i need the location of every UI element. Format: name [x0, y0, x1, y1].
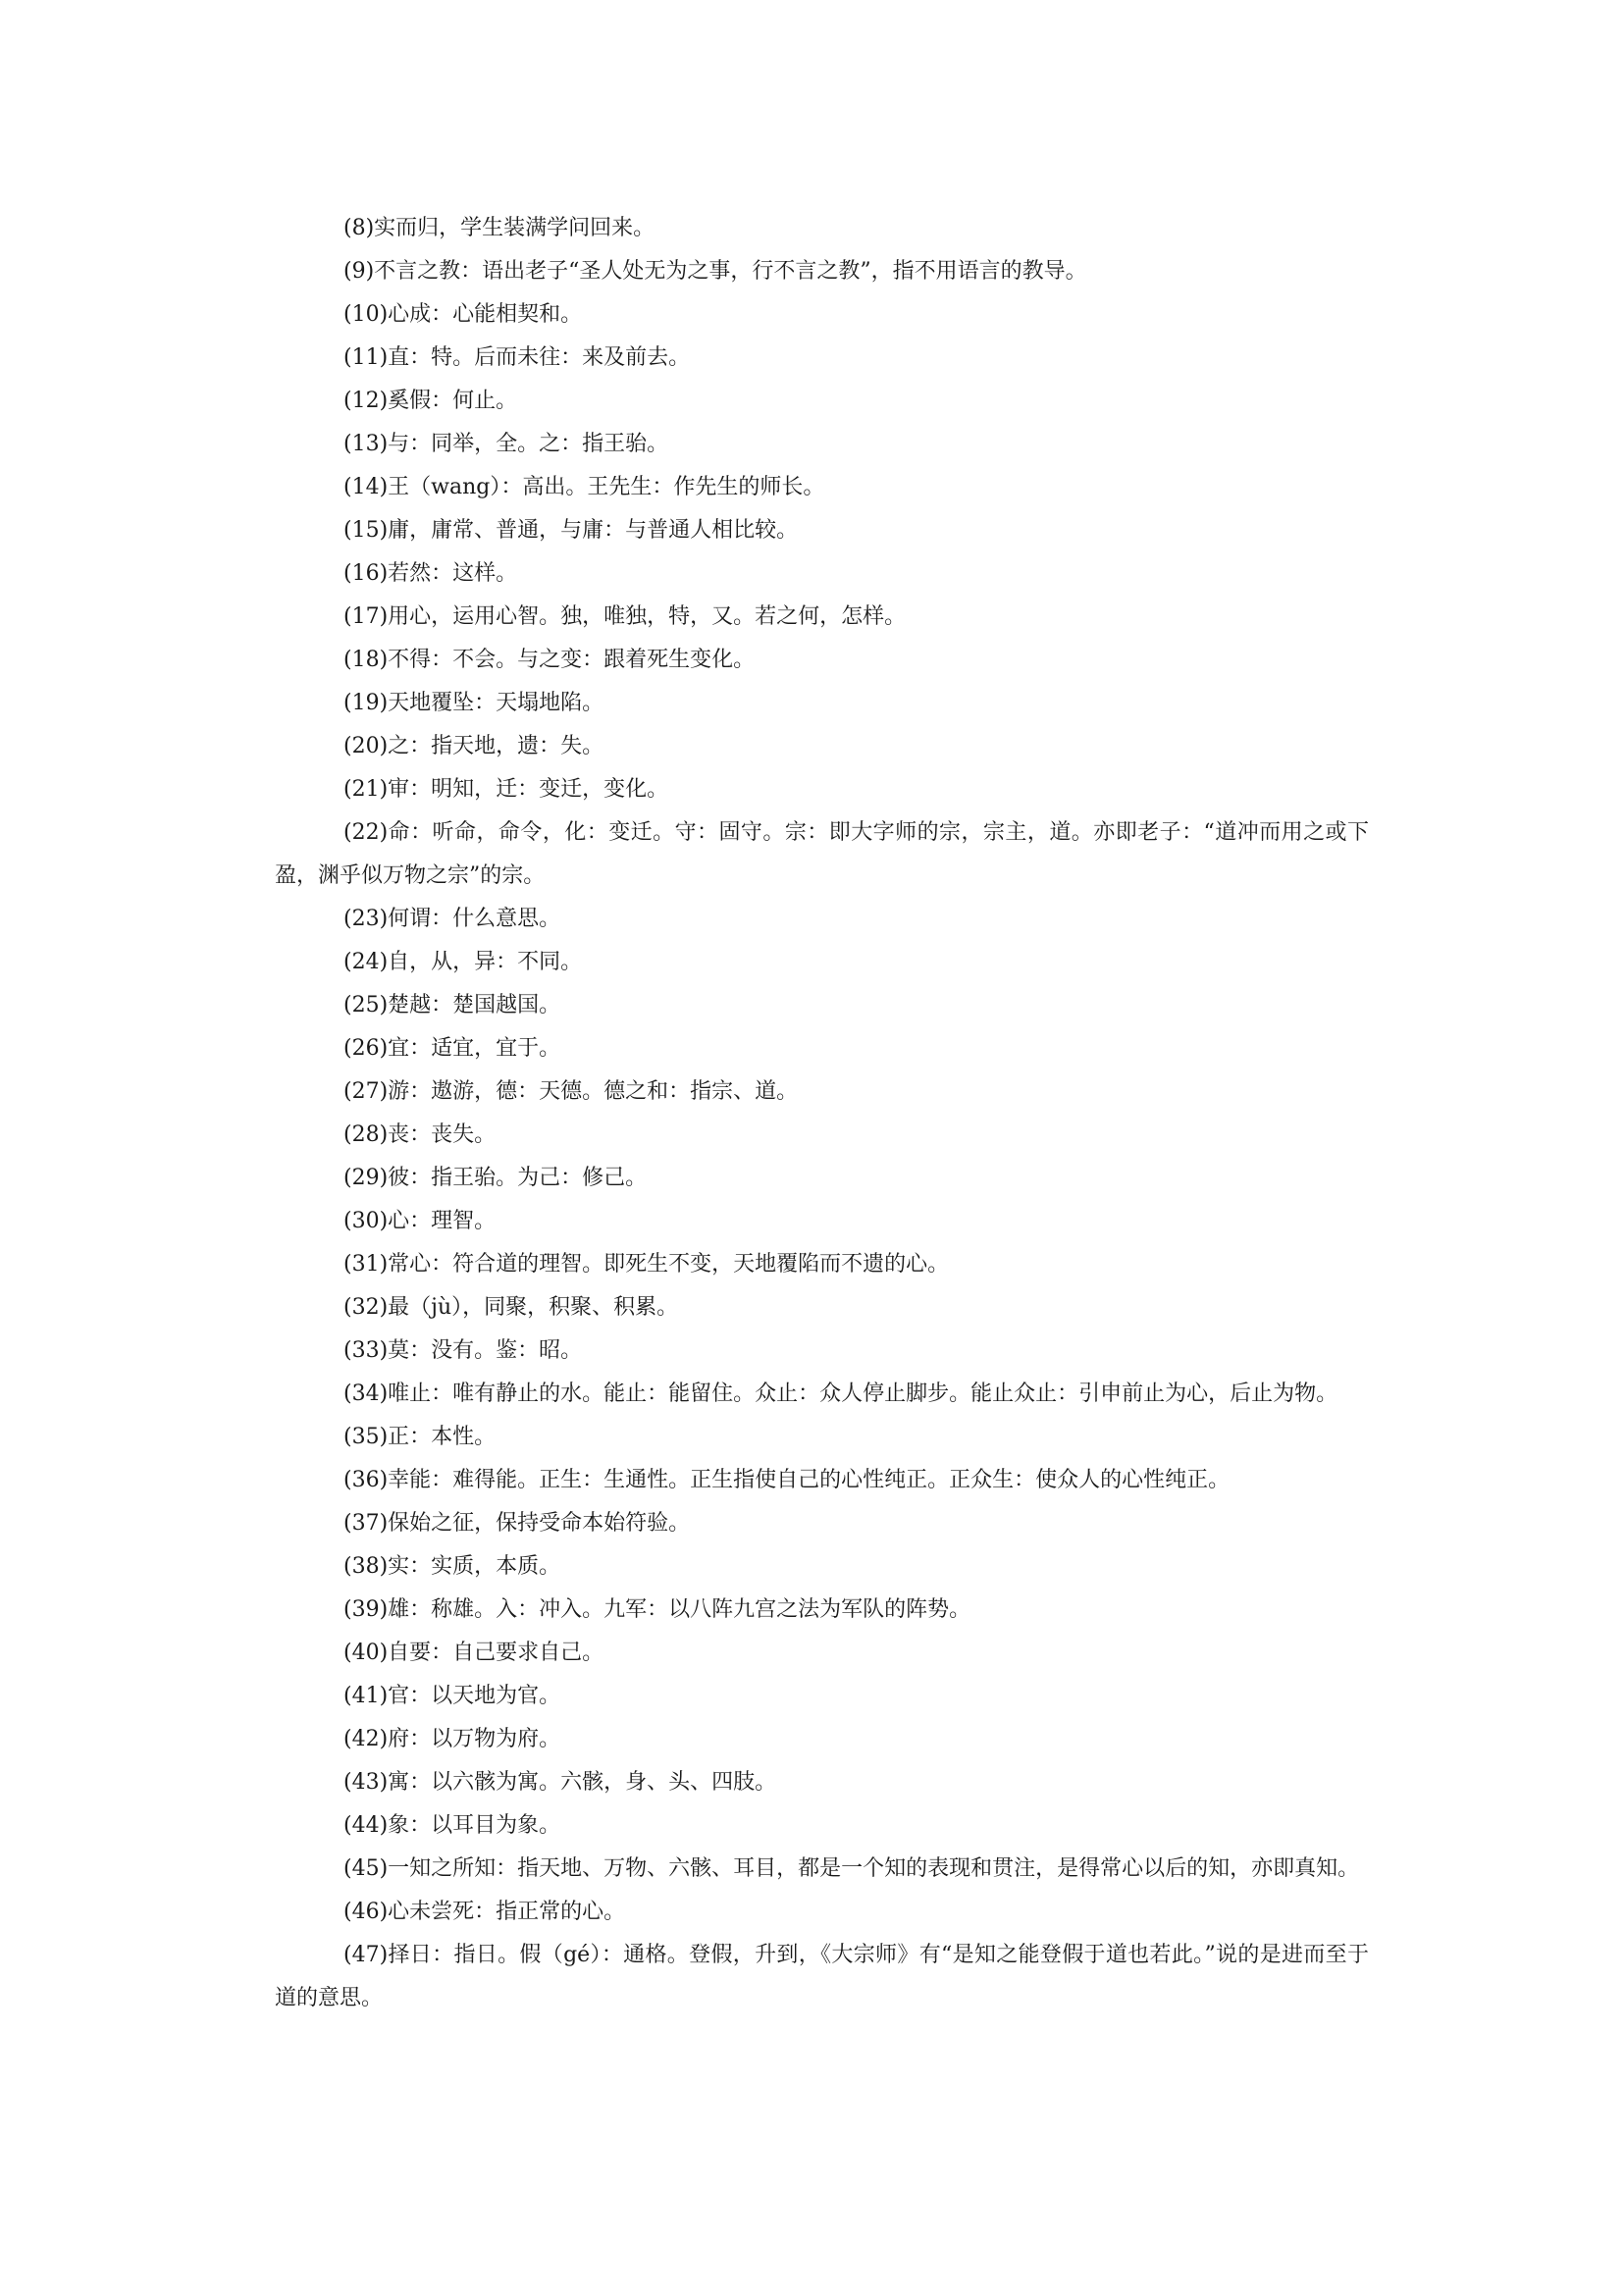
annotation-item: (42)府：以万物为府。	[343, 1727, 561, 1751]
annotation-item: (17)用心，运用心智。独，唯独，特，又。若之何，怎样。	[343, 604, 907, 629]
annotation-item: (25)楚越：楚国越国。	[343, 993, 561, 1017]
annotation-item: (37)保始之征，保持受命本始符验。	[343, 1511, 691, 1536]
annotation-item: (44)象：以耳目为象。	[343, 1813, 561, 1838]
annotation-item: (13)与：同举，全。之：指王骀。	[343, 432, 669, 456]
annotation-item: (21)审：明知，迁：变迁，变化。	[343, 777, 669, 802]
annotation-item: (32)最（jù），同聚，积聚、积累。	[343, 1295, 679, 1320]
annotation-item: (38)实：实质，本质。	[343, 1554, 561, 1579]
annotation-item: (15)庸，庸常、普通，与庸：与普通人相比较。	[343, 518, 799, 543]
annotation-item: (22)命：听命，命令，化：变迁。守：固守。宗：即大字师的宗，宗主，道。亦即老子：“道冲而用之或下盈，渊乎似万物之宗”的宗。	[275, 820, 1369, 888]
annotation-item: (47)择日：指日。假（gé）：通格。登假，升到，《大宗师》有“是知之能登假于道也若此。”说的是进而至于道的意思。	[275, 1943, 1369, 2010]
annotation-item: (9)不言之教：语出老子“圣人处无为之事，行不言之教”，指不用语言的教导。	[343, 259, 1087, 284]
annotation-item: (18)不得：不会。与之变：跟着死生变化。	[343, 648, 756, 672]
annotation-item: (46)心未尝死：指正常的心。	[343, 1900, 626, 1924]
annotation-item: (39)雄：称雄。入：冲入。九军：以八阵九宫之法为军队的阵势。	[343, 1597, 971, 1622]
annotation-list	[275, 207, 1369, 2020]
annotation-item: (19)天地覆坠：天塌地陷。	[343, 691, 604, 715]
annotation-item: (36)幸能：难得能。正生：生通性。正生指使自己的心性纯正。正众生：使众人的心性纯正。	[343, 1468, 1231, 1492]
annotation-item: (10)心成：心能相契和。	[343, 302, 583, 327]
annotation-item: (23)何谓：什么意思。	[343, 907, 561, 931]
annotation-item: (33)莫：没有。鉴：昭。	[343, 1338, 583, 1363]
annotation-item: (16)若然：这样。	[343, 561, 518, 586]
annotation-item: (14)王（wang）：高出。王先生：作先生的师长。	[343, 475, 825, 499]
annotation-item: (8)实而归，学生装满学问回来。	[343, 216, 655, 240]
annotation-item: (27)游：遨游，德：天德。德之和：指宗、道。	[343, 1079, 799, 1104]
annotation-item: (34)唯止：唯有静止的水。能止：能留住。众止：众人停止脚步。能止众止：引申前止为心，后止为物。	[343, 1382, 1338, 1406]
annotation-item: (40)自要：自己要求自己。	[343, 1641, 604, 1665]
annotation-item: (45)一知之所知：指天地、万物、六骸、耳目，都是一个知的表现和贯注，是得常心以后的知，亦即真知。	[343, 1856, 1360, 1881]
annotation-item: (11)直：特。后而未往：来及前去。	[343, 345, 691, 370]
annotation-item: (28)丧：丧失。	[343, 1122, 497, 1147]
annotation-item: (12)奚假：何止。	[343, 389, 518, 413]
annotation-item: (43)寓：以六骸为寓。六骸，身、头、四肢。	[343, 1770, 777, 1795]
annotation-item: (41)官：以天地为官。	[343, 1684, 561, 1708]
annotation-item: (35)正：本性。	[343, 1425, 497, 1449]
annotation-item: (29)彼：指王骀。为己：修己。	[343, 1166, 648, 1190]
annotation-item: (24)自，从，异：不同。	[343, 950, 583, 974]
annotation-item: (30)心：理智。	[343, 1209, 497, 1233]
annotation-item: (26)宜：适宜，宜于。	[343, 1036, 561, 1061]
annotation-item: (20)之：指天地，遗：失。	[343, 734, 604, 758]
annotation-item: (31)常心：符合道的理智。即死生不变，天地覆陷而不遗的心。	[343, 1252, 950, 1277]
